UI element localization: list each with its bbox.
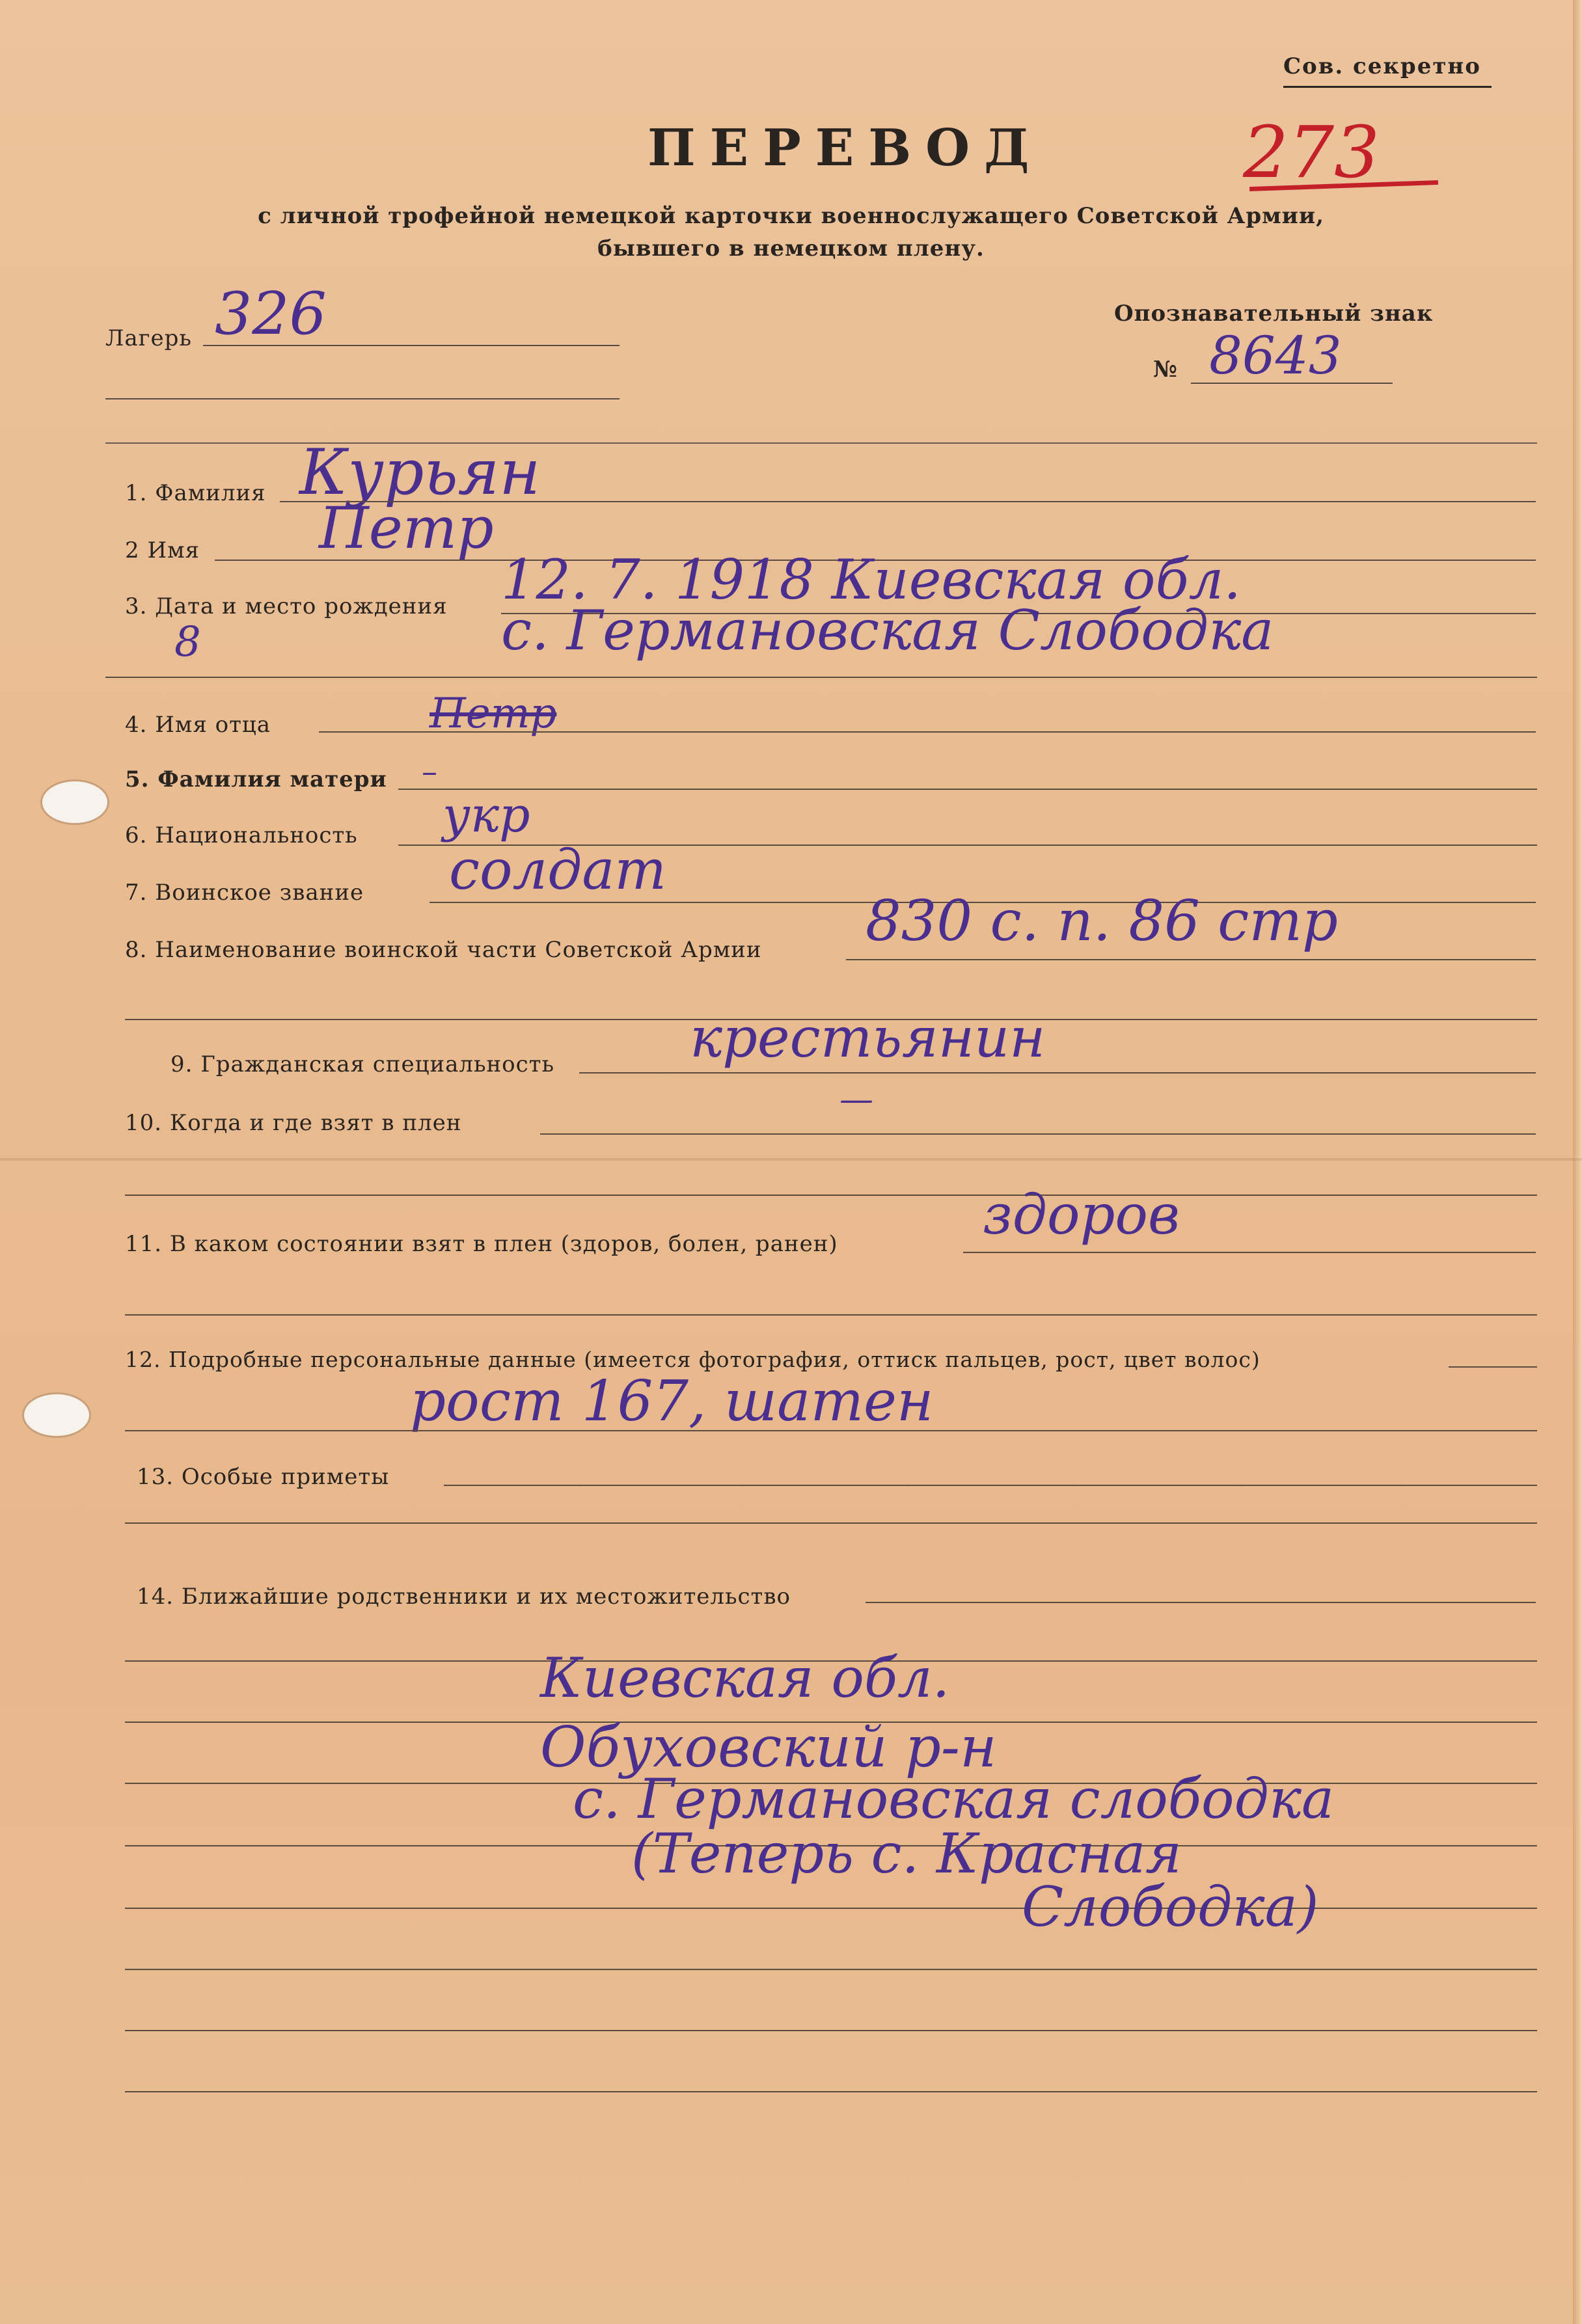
subtitle-line-2: бывшего в немецком плену. <box>597 236 985 262</box>
camp-value: 326 <box>215 280 327 348</box>
field-9-label: 9. Гражданская специальность <box>170 1051 554 1077</box>
field-12-value: рост 167, шатен <box>410 1369 934 1434</box>
camp-line-2 <box>105 398 620 399</box>
field-10-line-2 <box>125 1195 1537 1196</box>
ruled-line-6 <box>125 1969 1537 1970</box>
camp-line <box>203 345 620 346</box>
field-2-label: 2 Имя <box>125 537 200 563</box>
page-title: ПЕРЕВОД <box>648 118 1044 178</box>
field-2-value: Петр <box>319 494 494 561</box>
field-6-value: укр <box>443 787 530 843</box>
field-12-label: 12. Подробные персональные данные (имеется фотография, оттиск пальцев, рост, цвет волос) <box>125 1347 1261 1372</box>
field-13-line-2 <box>125 1522 1537 1524</box>
field-4-line <box>319 731 1536 733</box>
paper-edge <box>1573 0 1582 2324</box>
field-10-value: — <box>839 1080 873 1119</box>
field-5-line <box>398 789 1537 790</box>
punch-hole-bottom <box>22 1392 91 1438</box>
field-3-line-2 <box>105 677 1537 678</box>
secret-stamp: Сов. секретно <box>1283 53 1481 79</box>
field-14-label: 14. Ближайшие родственники и их местожительство <box>137 1584 791 1610</box>
id-tag-no: № <box>1153 357 1178 383</box>
field-3-value-1: 12. 7. 1918 Киевская обл. <box>501 548 1241 612</box>
field-9-value: крестьянин <box>690 1006 1046 1070</box>
field-13-label: 13. Особые приметы <box>137 1464 390 1490</box>
field-11-line-2 <box>125 1314 1537 1316</box>
id-tag-line <box>1191 383 1393 384</box>
field-6-label: 6. Национальность <box>125 822 358 848</box>
stamp-underline <box>1283 86 1492 88</box>
field-11-label: 11. В каком состоянии взят в плен (здоров, болен, ранен) <box>125 1231 838 1257</box>
field-14-line <box>866 1602 1536 1603</box>
field-14-value-1: Киевская обл. <box>540 1646 950 1710</box>
field-3-label: 3. Дата и место рождения <box>125 593 448 619</box>
field-10-line <box>540 1133 1536 1135</box>
field-11-value: здоров <box>983 1183 1180 1247</box>
field-14-value-5: Слободка) <box>1022 1875 1319 1939</box>
field-1-value: Курьян <box>299 436 541 509</box>
field-14-value-3: с. Германовская слободка <box>573 1767 1335 1831</box>
field-4-value: Петр <box>430 690 557 738</box>
field-13-line <box>444 1485 1537 1486</box>
field-1-label: 1. Фамилия <box>125 480 266 506</box>
record-number: 273 <box>1243 111 1380 194</box>
field-12-line-2 <box>125 1430 1537 1431</box>
field-5-label: 5. Фамилия матери <box>125 766 387 792</box>
camp-label: Лагерь <box>105 325 192 351</box>
field-8-line-1 <box>846 959 1536 960</box>
punch-hole-top <box>40 779 109 825</box>
field-7-value: солдат <box>449 838 667 902</box>
field-14-value-4: (Теперь с. Красная <box>631 1822 1182 1885</box>
subtitle-line-1: с личной трофейной немецкой карточки военнослужащего Советской Армии, <box>258 203 1324 229</box>
fold-crease <box>0 1158 1582 1161</box>
field-11-line <box>963 1252 1536 1253</box>
ruled-line-7 <box>125 2030 1537 2031</box>
field-8-value: 830 с. п. 86 стр <box>866 889 1338 954</box>
field-4-label: 4. Имя отца <box>125 712 271 738</box>
ruled-line-8 <box>125 2091 1537 2092</box>
field-3-value-2: с. Германовская Слободка <box>501 599 1274 662</box>
field-7-label: 7. Воинское звание <box>125 880 364 906</box>
field-10-label: 10. Когда и где взят в плен <box>125 1110 462 1136</box>
ruled-line-5 <box>125 1908 1537 1909</box>
field-9-line <box>579 1072 1536 1074</box>
field-12-line <box>1449 1366 1537 1368</box>
field-8-label: 8. Наименование воинской части Советской Армии <box>125 937 762 963</box>
field-3-prefix: 8 <box>174 618 201 666</box>
id-tag-value: 8643 <box>1209 325 1342 386</box>
id-tag-label: Опознавательный знак <box>1114 301 1434 327</box>
field-5-value: – <box>422 753 437 790</box>
field-14-value-2: Обуховский р-н <box>540 1715 997 1780</box>
